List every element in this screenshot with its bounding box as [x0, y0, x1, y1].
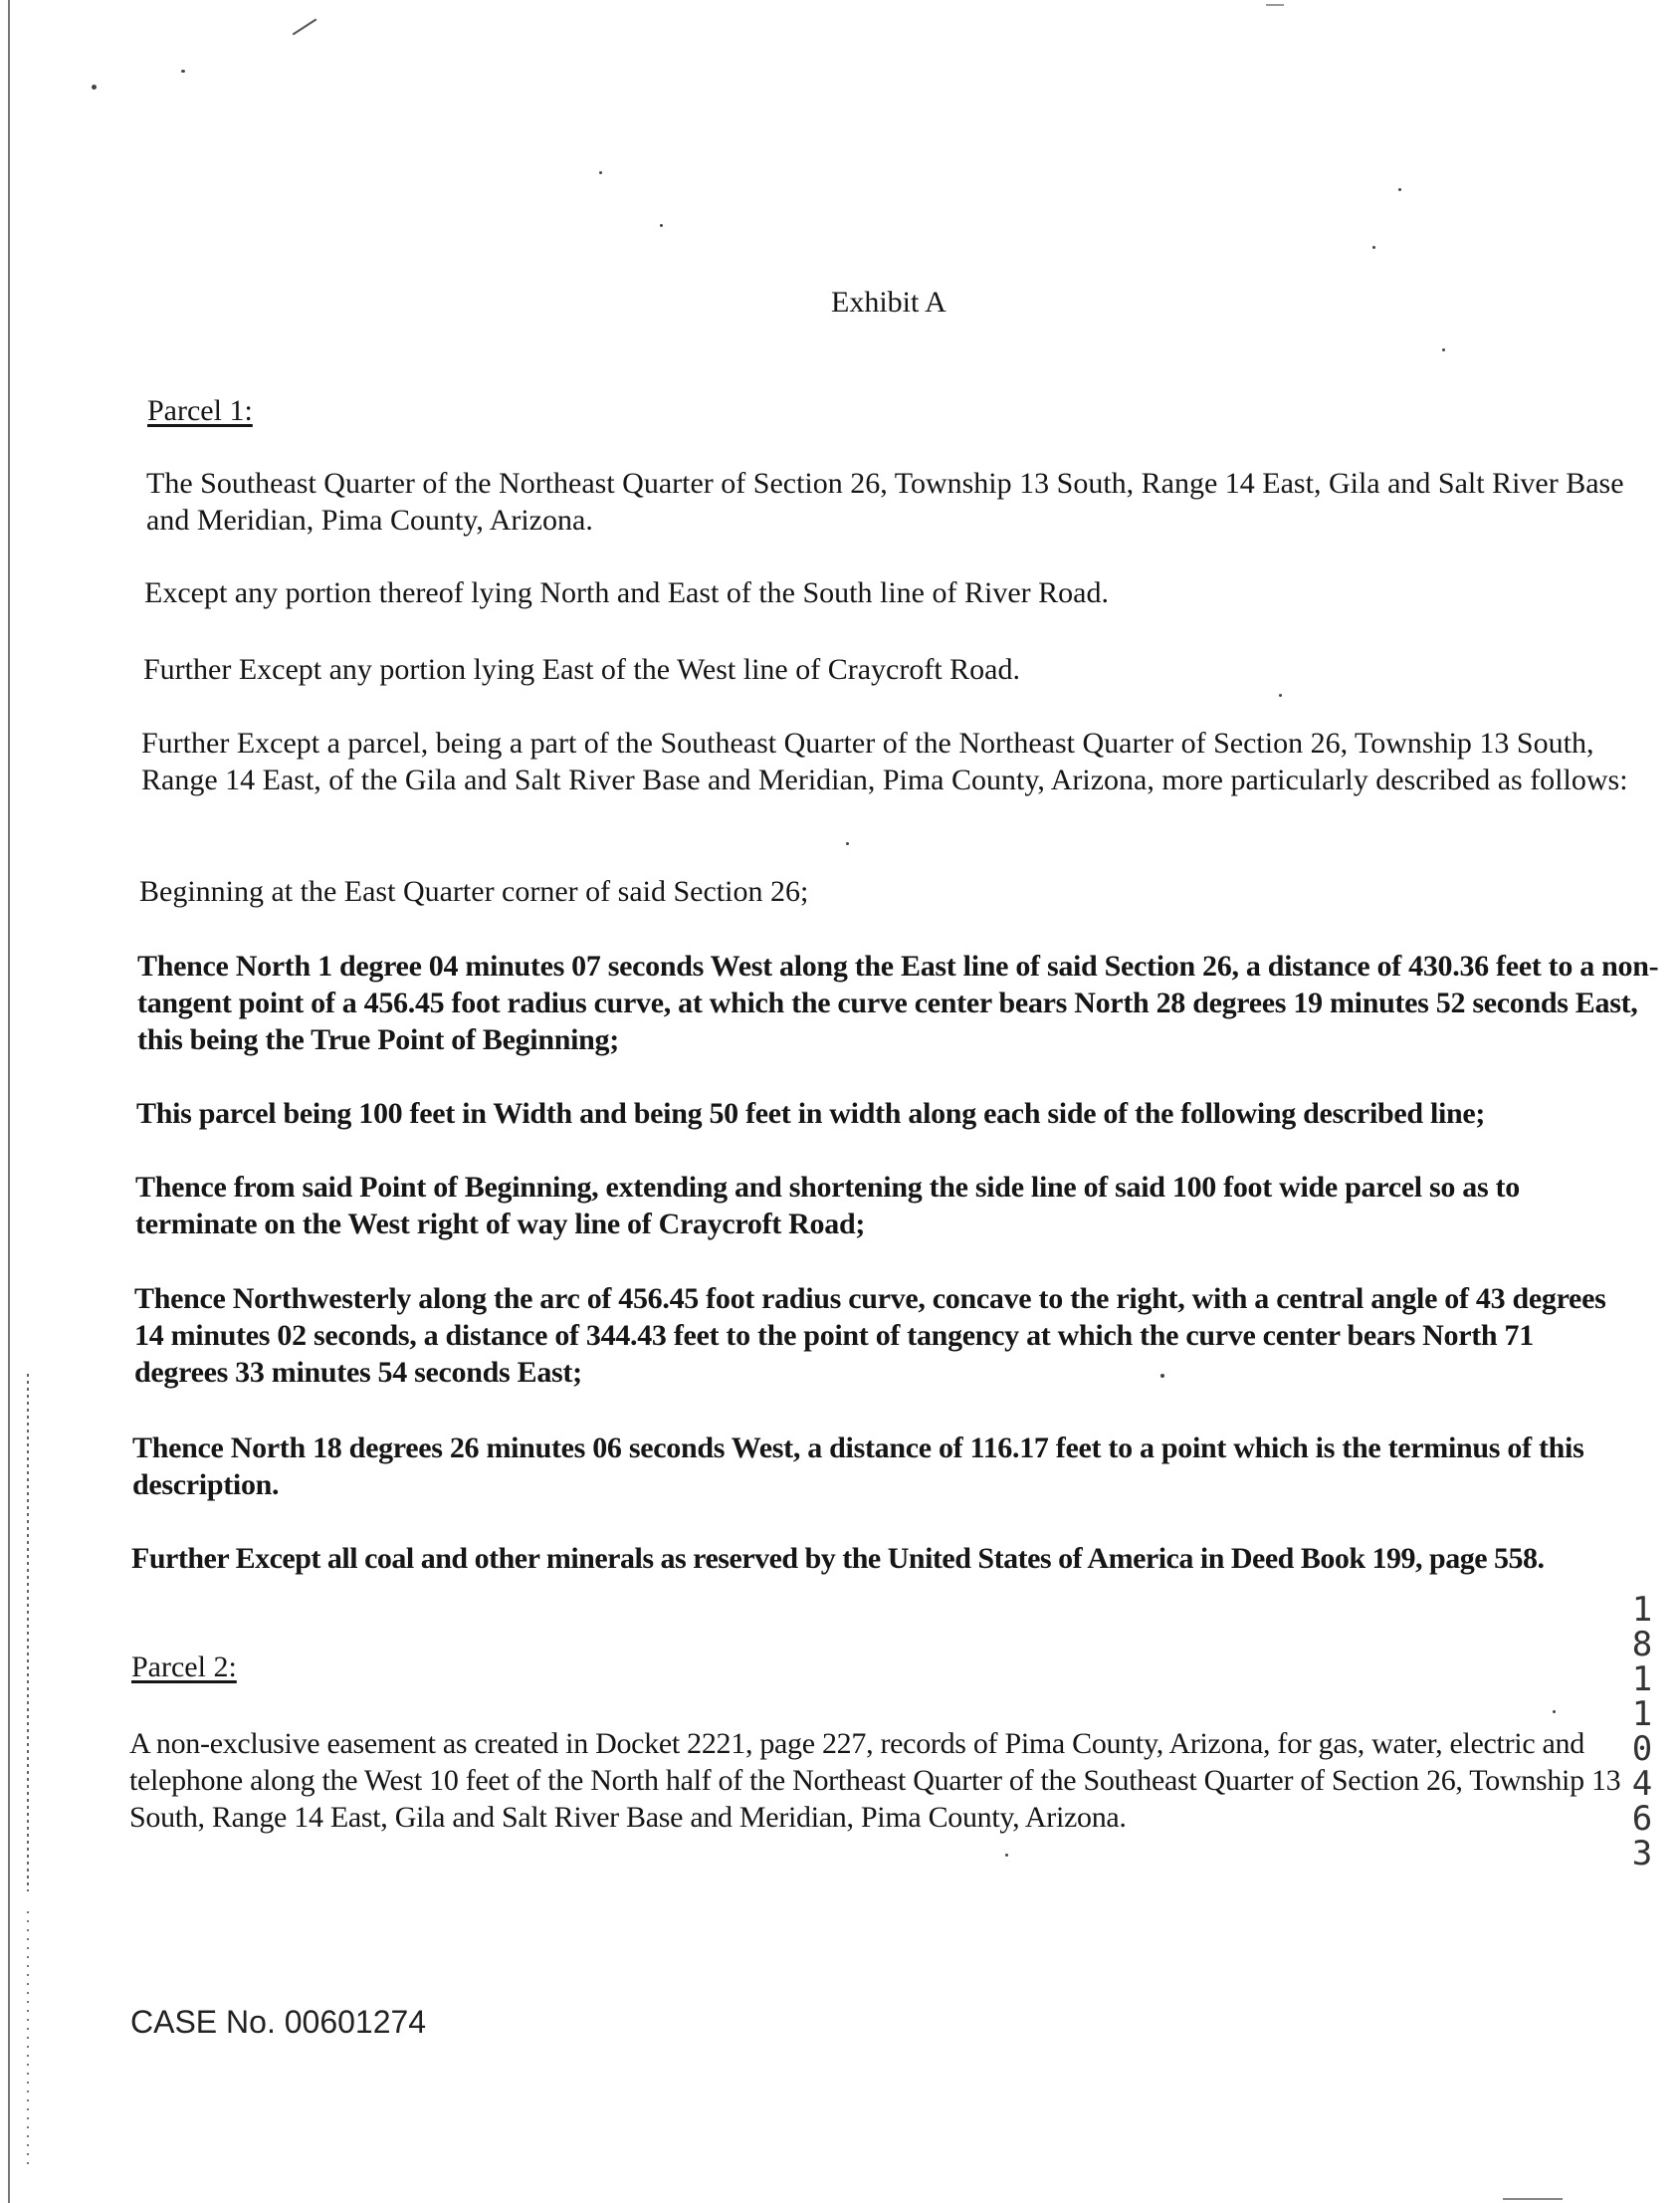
parcel-1-paragraph: Further Except a parcel, being a part of the Southeast Quarter of the Northeast Quarter of Section 26, Township 13 South, Range 14 East, of the Gila and Salt River Base and Meridian, Pima County, Arizona, more particularly described as follows:: [141, 727, 1628, 796]
scan-dotted-margin: [27, 1911, 29, 2170]
stamp-digit: 1: [1631, 1590, 1653, 1630]
scan-speck: [1372, 246, 1375, 249]
parcel-1-paragraph: This parcel being 100 feet in Width and being 50 feet in width along each side of the following described line;: [136, 1097, 1486, 1130]
parcel-1-paragraph: The Southeast Quarter of the Northeast Quarter of Section 26, Township 13 South, Range 14 East, Gila and Salt River Base and Meridian, Pima County, Arizona.: [146, 467, 1624, 537]
parcel-1-heading: Parcel 1:: [147, 394, 253, 427]
scan-speck: [1005, 1854, 1008, 1857]
scan-speck: [660, 224, 663, 227]
parcel-1-paragraph: Thence North 18 degrees 26 minutes 06 seconds West, a distance of 116.17 feet to a point which is the terminus of this description.: [132, 1432, 1584, 1501]
stamp-digit: 4: [1631, 1764, 1653, 1804]
scan-bottom-mark: [1503, 2198, 1563, 2200]
scan-speck: [92, 85, 97, 90]
scan-speck: [599, 171, 602, 174]
stamp-digit: 3: [1631, 1834, 1653, 1873]
scan-speck: [1279, 694, 1282, 697]
parcel-1-paragraph: Further Except all coal and other minerals as reserved by the United States of America in Deed Book 199, page 558.: [131, 1542, 1545, 1575]
stamp-digit: 8: [1631, 1625, 1653, 1664]
recording-number-stamp: [1624, 1590, 1660, 1873]
stamp-digit: 1: [1631, 1694, 1653, 1734]
scan-speck: [846, 842, 849, 845]
scan-edge-line: [8, 0, 10, 2203]
scan-speck: [1398, 188, 1401, 191]
stamp-digit: 6: [1631, 1799, 1653, 1839]
document-title: Exhibit A: [831, 286, 946, 319]
scan-speck: [1553, 1710, 1556, 1713]
scan-speck: [1442, 348, 1445, 351]
parcel-1-paragraph: Except any portion thereof lying North and East of the South line of River Road.: [144, 576, 1109, 609]
parcel-2-heading: Parcel 2:: [131, 1651, 237, 1683]
stamp-digit: 1: [1631, 1659, 1653, 1699]
parcel-1-paragraph: Thence North 1 degree 04 minutes 07 seconds West along the East line of said Section 26, a distance of 430.36 feet to a non-tangent point of a 456.45 foot radius curve, at which the curve center bears North 28 degrees 19 minutes 52 seconds East, this being the True Point of Beginning;: [137, 950, 1659, 1056]
parcel-1-paragraph: Beginning at the East Quarter corner of said Section 26;: [139, 875, 809, 908]
scan-top-mark: [1266, 4, 1284, 6]
scan-stroke-mark: [293, 19, 317, 36]
scan-dotted-margin: [27, 1374, 29, 1891]
stamp-digit: 0: [1631, 1729, 1653, 1769]
parcel-1-paragraph: Thence from said Point of Beginning, extending and shortening the side line of said 100 foot wide parcel so as to terminate on the West right of way line of Craycroft Road;: [135, 1171, 1520, 1240]
scan-speck: [181, 70, 185, 73]
parcel-2-paragraph: A non-exclusive easement as created in Docket 2221, page 227, records of Pima County, Arizona, for gas, water, electric and telephone along the West 10 feet of the North half of the Northeast Quarter of the Southeast Quarter of Section 26, Township 13 South, Range 14 East, Gila and Salt River Base and Meridian, Pima County, Arizona.: [129, 1727, 1621, 1834]
parcel-1-paragraph: Thence Northwesterly along the arc of 456.45 foot radius curve, concave to the right, with a central angle of 43 degrees 14 minutes 02 seconds, a distance of 344.43 feet to the point of tangency at which the curve center bears North 71 degrees 33 minutes 54 seconds East;: [134, 1282, 1606, 1389]
case-number: CASE No. 00601274: [130, 2004, 427, 2040]
parcel-1-paragraph: Further Except any portion lying East of the West line of Craycroft Road.: [143, 653, 1020, 686]
